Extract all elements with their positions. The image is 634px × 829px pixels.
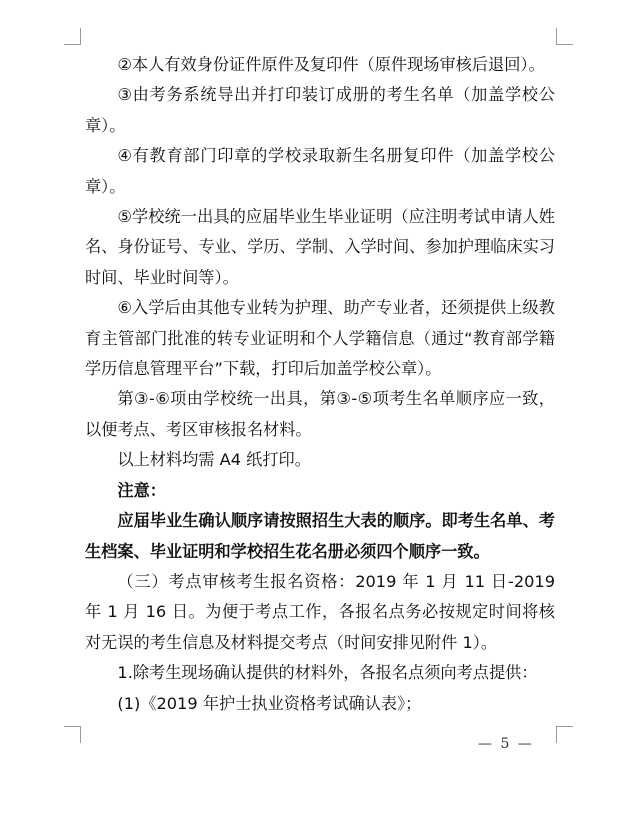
paragraph-enrollment-roster: ④有教育部门印章的学校录取新生名册复印件（加盖学校公章）。 [85, 146, 555, 196]
paragraph-a4-print: 以上材料均需 A4 纸打印。 [117, 450, 311, 470]
note-text: 应届毕业生确认顺序请按照招生大表的顺序。即考生名单、考生档案、毕业证明和学校招生花名册必须四个顺序一致。 [85, 511, 555, 561]
crop-mark-top-right [556, 28, 573, 45]
section-heading: （三）考点审核考生报名资格： [117, 571, 356, 591]
paragraph-major-transfer: ⑥入学后由其他专业转为护理、助产专业者，还须提供上级教育主管部门批准的转专业证明和个人学籍信息（通过“教育部学籍学历信息管理平台”下载，打印后加盖学校公章）。 [85, 298, 555, 379]
document-body [85, 50, 555, 719]
crop-mark-bottom-right [556, 726, 573, 743]
note-heading: 注意： [117, 480, 166, 500]
paragraph-issuance-note: 第③-⑥项由学校统一出具，第③-⑤项考生名单顺序应一致，以便考点、考区审核报名材料。 [85, 389, 555, 439]
paragraph-student-list: ③由考务系统导出并打印装订成册的考生名单（加盖学校公章）。 [85, 85, 555, 135]
item-1-1: (1)《2019 年护士执业资格考试确认表》； [117, 693, 422, 713]
page-number: — 5 — [478, 736, 534, 752]
paragraph-id-document: ②本人有效身份证件原件及复印件（原件现场审核后退回）。 [117, 55, 545, 74]
section-text: 2019 年 1 月 11 日-2019 年 1 月 16 日。为便于考点工作，各报名点务必按规定时间将核对无误的考生信息及材料提交考点（时间安排见附件 1）。 [85, 571, 556, 652]
paragraph-graduation-certificate: ⑤学校统一出具的应届毕业生毕业证明（应注明考试申请人姓名、身份证号、专业、学历、学制、入学时间、参加护理临床实习时间、毕业时间等）。 [85, 207, 555, 287]
crop-mark-top-left [64, 28, 81, 45]
item-1: 1.除考生现场确认提供的材料外，各报名点须向考点提供： [117, 663, 538, 683]
crop-mark-bottom-left [64, 726, 81, 743]
section-three [85, 567, 555, 658]
